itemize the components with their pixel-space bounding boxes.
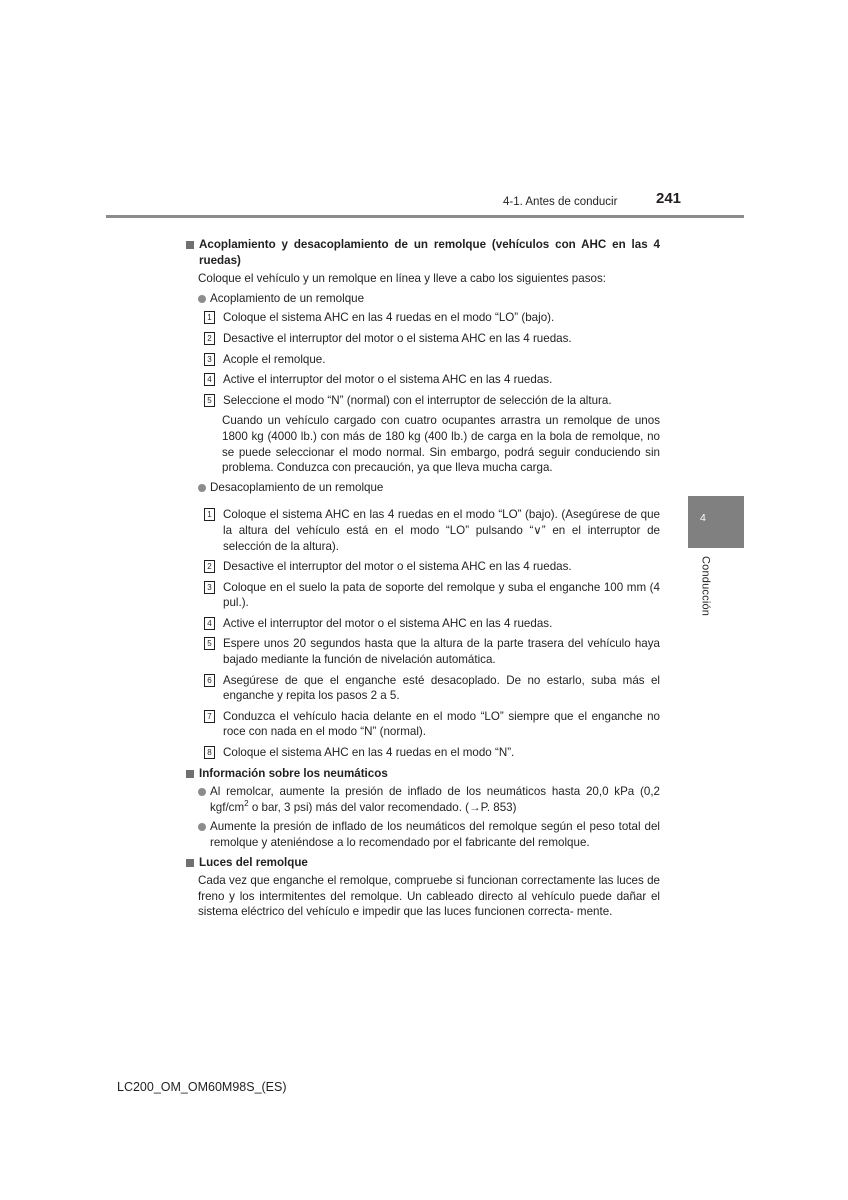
section-heading-tires: [184, 766, 660, 782]
tire-pressure-text: Al remolcar, aumente la presión de inflado de los neumáticos hasta 20,0 kPa (0,2 kgf/$cm^2$ o bar, 3 psi) más del valor recomendado. (→P. 853): [210, 785, 660, 814]
header-divider: [106, 215, 744, 218]
step-text: Espere unos 20 segundos hasta que la altura de la parte trasera del vehículo haya bajado mediante la función de nivelación automática.: [223, 637, 660, 667]
step-text: Desactive el interruptor del motor o el sistema AHC en las 4 ruedas.: [223, 560, 572, 574]
step-text: Desactive el interruptor del motor o el sistema AHC en las 4 ruedas.: [223, 331, 572, 345]
chapter-tab: [688, 496, 744, 548]
intro-paragraph: Coloque el vehículo y un remolque en línea y lleve a cabo los siguientes pasos:: [198, 272, 606, 286]
step-item: [204, 636, 660, 667]
section-heading-text: Luces del remolque: [199, 855, 308, 869]
step-number-box: 7: [204, 710, 215, 723]
tire-info-bullet: [198, 819, 660, 850]
step-number-box: 8: [204, 746, 215, 759]
step-text: Active el interruptor del motor o el sistema AHC en las 4 ruedas.: [223, 616, 553, 630]
page-content: [184, 237, 660, 924]
step-number-box: 4: [204, 617, 215, 630]
step-text: Coloque el sistema AHC en las 4 ruedas en el modo “LO” (bajo). (Asegúrese de que la altura del vehículo está en el modo “LO” pulsando “∨” en el interruptor de selección de la altura).: [223, 508, 660, 553]
step-item: [204, 352, 660, 368]
circle-bullet-icon: [198, 484, 206, 492]
step-item: [204, 673, 660, 704]
step-text: Conduzca el vehículo hacia delante en el modo “LO” siempre que el enganche no roce con nada en el modo “N” (normal).: [223, 709, 660, 739]
chapter-tab-label: Conducción: [699, 556, 712, 617]
step-number-box: 6: [204, 674, 215, 687]
step-item: [204, 507, 660, 554]
step-item: [204, 310, 660, 326]
step-number-box: 2: [204, 332, 215, 345]
step-text: Coloque el sistema AHC en las 4 ruedas en el modo “N”.: [223, 746, 515, 760]
tire-info-bullet: [198, 784, 660, 815]
square-bullet-icon: [186, 241, 194, 249]
step-text: Coloque en el suelo la pata de soporte del remolque y suba el enganche 100 mm (4 pul.).: [223, 580, 660, 610]
section-header: 4-1. Antes de conducir: [503, 196, 618, 208]
lights-paragraph: Cada vez que enganche el remolque, compruebe si funcionan correctamente las luces de freno y los intermitentes del remolque. Un cableado directo al vehículo puede dañar el sistema eléctrico del vehículo e impedir que las luces funcionen correcta- mente.: [198, 874, 660, 919]
section-heading-lights: [184, 855, 660, 871]
step-item: [204, 393, 660, 409]
step-text: Seleccione el modo “N” (normal) con el interruptor de selección de la altura.: [223, 393, 612, 407]
step-text: Coloque el sistema AHC en las 4 ruedas en el modo “LO” (bajo).: [223, 311, 555, 325]
step-item: [204, 559, 660, 575]
step-number-box: 5: [204, 637, 215, 650]
section-heading-coupling: [184, 237, 660, 268]
load-note: Cuando un vehículo cargado con cuatro ocupantes arrastra un remolque de unos 1800 kg (4000 lb.) con más de 180 kg (400 lb.) de carga en la bola de remolque, no se puede seleccionar el modo normal. Sin embargo, podrá seguir conduciendo sin problema. Conduzca con precaución, ya que lleva mucha carga.: [222, 414, 660, 475]
step-number-box: 3: [204, 581, 215, 594]
chapter-tab-number: 4: [700, 512, 706, 524]
step-item: [204, 616, 660, 632]
section-heading-text: Acoplamiento y desacoplamiento de un remolque (vehículos con AHC en las 4 ruedas): [199, 238, 660, 267]
step-number-box: 1: [204, 508, 215, 521]
page-number: 241: [656, 190, 682, 207]
step-number-box: 3: [204, 353, 215, 366]
subsection-title: Desacoplamiento de un remolque: [210, 480, 384, 494]
step-item: [204, 745, 660, 761]
step-text: Active el interruptor del motor o el sistema AHC en las 4 ruedas.: [223, 373, 553, 387]
step-number-box: 4: [204, 373, 215, 386]
step-item: [204, 372, 660, 388]
square-bullet-icon: [186, 859, 194, 867]
step-number-box: 2: [204, 560, 215, 573]
step-text: Acople el remolque.: [223, 352, 326, 366]
circle-bullet-icon: [198, 823, 206, 831]
step-item: [204, 709, 660, 740]
step-number-box: 5: [204, 394, 215, 407]
step-item: [204, 331, 660, 347]
trailer-tire-text: Aumente la presión de inflado de los neumáticos del remolque según el peso total del remolque y ateniéndose a lo recomendado por el fabricante del remolque.: [210, 820, 660, 849]
document-code: LC200_OM_OM60M98S_(ES): [117, 1080, 287, 1094]
circle-bullet-icon: [198, 788, 206, 796]
step-text: Asegúrese de que el enganche esté desacoplado. De no estarlo, suba más el enganche y repita los pasos 2 a 5.: [223, 673, 660, 703]
square-bullet-icon: [186, 770, 194, 778]
subsection-decoupling: [198, 480, 660, 496]
subsection-coupling: [198, 291, 660, 307]
step-number-box: 1: [204, 311, 215, 324]
section-heading-text: Información sobre los neumáticos: [199, 766, 388, 780]
step-item: [204, 580, 660, 611]
subsection-title: Acoplamiento de un remolque: [210, 291, 365, 305]
circle-bullet-icon: [198, 295, 206, 303]
